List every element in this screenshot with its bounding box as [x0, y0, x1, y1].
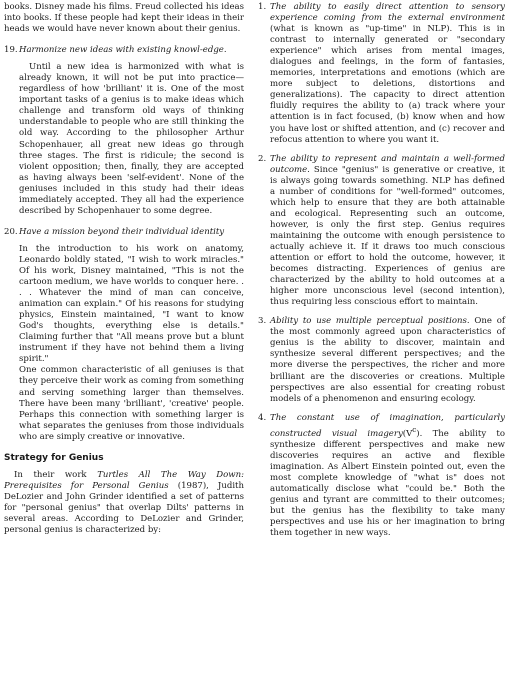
item-number: 1. [258, 2, 267, 12]
list-item-20 [4, 227, 244, 238]
item-number: 19. [4, 45, 18, 56]
book-title: Turtles All The Way Down: Prerequisites for Personal Genius [4, 469, 244, 491]
intro-paragraph: books. Disney made his films. Freud collected his ideas into books. If these people had kept their ideas in their heads we would have never known about their genius. [4, 2, 244, 35]
list-item-4: 4. The constant use of imagination, particularly constructed visual $imagery(V^c)$. The ability to synthesize different perspectives and make new discoveries requires an active and flexible imagination. As Albert Einstein pointed out, even the most complete knowledge of "what is" does not automatically disclose what "could be." Both the genius and tyrant are committed to their outcomes; but the genius has the flexibility to take many perspectives and use his or her imagination to bring them together in new ways. [258, 412, 505, 538]
item-body: (what is known as "up-time" in NLP). This is in contrast to internally generated or "secondary experience" which arises from mental images, dialogues and feelings, in the form of fantasies, memories, interpretations and emotions (which are more subject to deletions, distortions and generalizations). The capacity to direct attention fluidly requires the ability to (a) track where your attention is in fact focused, (b) know when and how you have lost or shifted attention, and (c) recover and refocus attention to where you want it. [270, 24, 505, 145]
list-item-1 [258, 2, 505, 146]
strategy-paragraph: In their work Turtles All The Way Down: Prerequisites for Personal Genius (1987), Judith DeLozier and John Grinder identified a set of patterns for "personal genius" that overlap Dilts' patterns in several areas. According to DeLozier and Grinder, personal genius is characterized by: [4, 469, 244, 536]
section-heading: Strategy for Genius [4, 452, 104, 463]
item-title: The constant use of imagination, particularly constructed visual imagery [270, 412, 505, 439]
item-title: Ability to use multiple perceptual positions. [270, 316, 470, 327]
right-column [258, 2, 505, 547]
item-19-body: Until a new idea is harmonized with what is already known, it will not be put into practice—regardless of how 'brilliant' it is. One of the most important tasks of a genius is to make ideas which challenge and transform old ways of thinking understandable to people who are still thinking the old way. According to the philosopher Arthur Schopenhauer, all great new ideas go through three stages. The first is ridicule; the second is violent opposition; then, finally, they are accepted as having always been 'self-evident'. None of the geniuses included in this study had their ideas immediately accepted. They all had the experience described by Schopenhauer to some degree. [19, 62, 244, 216]
left-column [4, 2, 244, 536]
item-title: Harmonize new ideas with existing knowl-edge. [19, 45, 227, 56]
item-body: The ability to synthesize different perspectives and make new discoveries requires an active and flexible imagination. As Albert Einstein pointed out, even the most complete knowledge of "what is" does not automatically disclose what "could be." Both the genius and tyrant are committed to their outcomes; but the genius has the flexibility to take many perspectives and use his or her imagination to bring them together in new ways. [270, 428, 505, 538]
item-20-body-2: One common characteristic of all geniuses is that they perceive their work as coming from something and serving something larger than themselves. There have been many 'brilliant', 'creative' people. Perhaps this connection with something larger is what separates the geniuses from those individuals who are simply creative or innovative. [19, 365, 244, 442]
item-body: One of the most commonly agreed upon characteristics of genius is the ability to discover, maintain and synthesize several different perspectives; and the more diverse the perspectives, the richer and more brilliant are the discoveries or creations. Multiple perspectives are also essential for creating robust models of a phenomenon and ensuring ecology. [270, 316, 505, 404]
item-20-body: In the introduction to his work on anatomy, Leonardo boldly stated, "I wish to work miracles." Of his work, Disney maintained, "This is not the cartoon medium, we have worlds to conquer here. . . . Whatever the mind of man can conceive, animation can explain." Of his reasons for studying physics, Einstein maintained, "I want to know God's thoughts, everything else is details." Claiming further that "All means prove but a blunt instrument if they have not behind them a living spirit." [19, 243, 244, 365]
item-number: 3. [258, 316, 267, 327]
list-item-2 [258, 154, 505, 309]
item-number: 4. [258, 412, 267, 423]
item-body: Since "genius" is generative or creative, it is always going towards something. NLP has defined a number of conditions for "well-formed" outcomes, which help to ensure that they are both attainable and ecological. Representing such an outcome, however, is only the first step. Genius requires maintaining the outcome with enough persistence to actually achieve it. If it draws too much conscious attention or effort to hold the outcome, however, it becomes distracting. Experiences of genius are characterized by the ability to hold outcomes at a higher more unconscious level (second intention), thus requiring less conscious effort to maintain. [270, 164, 505, 308]
item-title: The ability to easily direct attention to sensory experience coming from the external environment [270, 2, 505, 24]
list-item-3 [258, 316, 505, 404]
item-number: 2. [258, 153, 267, 164]
item-title: The ability to represent and maintain a well-formed outcome. [270, 153, 505, 175]
item-title: Have a mission beyond their individual identity [19, 226, 225, 237]
item-number: 20. [4, 226, 18, 237]
list-item-19 [4, 45, 244, 56]
